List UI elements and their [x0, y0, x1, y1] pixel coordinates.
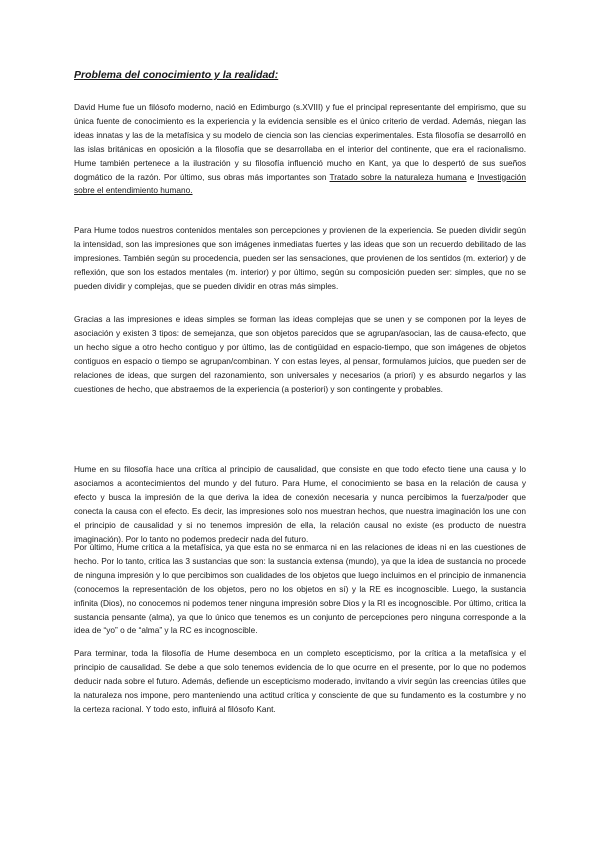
- paragraph-metafisica: Por último, Hume critica a la metafísica, ya que esta no se enmarca ni en las relaciones de ideas ni en las cuestiones de hecho. Por lo tanto, critica las 3 sustancias que son: la sustancia extensa (mundo), ya que la idea de sustancia no procede de ninguna impresión y lo que percibimos son cualidades de los objetos que luego incluimos en el principio de inmanencia (conocemos la representación de los objetos, pero no los objetos en sí) y la RE es incognoscible. Luego, la sustancia infinita (Dios), no conocemos ni podemos tener ninguna impresión sobre Dios y la RI es incognoscible. Por último, critica la sustancia pensante (alma), ya que lo único que tenemos es un conjunto de percepciones pero ninguna corresponde a la idea de “yo” o de “alma” y la RC es incognoscible.: [74, 542, 526, 636]
- paragraph-causalidad: Hume en su filosofía hace una crítica al principio de causalidad, que consiste en que todo efecto tiene una causa y lo asociamos a acontecimientos del mundo y del futuro. Para Hume, el conocimiento se basa en la relación de causa y efecto y busca la impresión de la que deriva la idea de conexión necesaria y nunca percibimos la fuerza/poder que conecta la causa con el efecto. Es decir, las impresiones solo nos muestran hechos, que nuestra imaginación los une con el principio de causalidad y si no tenemos impresión de ella, la relación causal no existe (es producto de nuestra imaginación). Por lo tanto no podemos predecir nada del futuro.: [74, 464, 526, 544]
- work-title-tratado: Tratado sobre la naturaleza humana: [329, 171, 467, 182]
- paragraph-hume-intro: [74, 101, 526, 198]
- document-title: Problema del conocimiento y la realidad:: [74, 69, 279, 81]
- work-title-investigacion: Investigación sobre el entendimiento humano.: [74, 171, 526, 196]
- paragraph-percepciones: Para Hume todos nuestros contenidos mentales son percepciones y provienen de la experiencia. Se pueden dividir según la intensidad, son las impresiones que son imágenes inmediatas fuertes y las ideas que son un recuerdo debilitado de las impresiones. También según su procedencia, pueden ser las sensaciones, que provienen de los sentidos (m. exterior) y de reflexión, que son los estados mentales (m. interior) y por último, según su composición pueden ser: simples, que no se pueden dividir y complejas, que se pueden dividir en otras más simples.: [74, 225, 526, 291]
- paragraph-leyes-asociacion: Gracias a las impresiones e ideas simples se forman las ideas complejas que se unen y se componen por la leyes de asociación y existen 3 tipos: de semejanza, que son objetos parecidos que se agrupan/asocian, las de causa-efecto, que un hecho sigue a otro hecho contiguo y por último, las de contigüidad en espacio-tiempo, que son imágenes de objetos contiguos en espacio o tiempo se agrupan/combinan. Y con estas leyes, al pensar, formulamos juicios, que pueden ser de relaciones de ideas, que surgen del razonamiento, son universales y necesarios (a priori) y es absurdo negarlos y las cuestiones de hecho, que abstraemos de la experiencia (a posteriori) y son contingente y probables.: [74, 314, 526, 394]
- paragraph-text: David Hume fue un filósofo moderno, nació en Edimburgo (s.XVIII) y fue el principal representante del empirismo, que su única fuente de conocimiento es la experiencia y la evidencia sensible es el único criterio de verdad. Además, niegan las ideas innatas y las de la metafísica y su modelo de ciencia son las ciencias experimentales. Esta filosofía se desarrolló en las islas británicas en oposición a la filosofía que se desarrollaba en el interior del continente, que era el racionalismo. Hume también pertenece a la ilustración y su filosofía influenció mucho en Kant, ya que lo despertó de sus sueños dogmático de la razón. Por último, sus obras más importantes son: [74, 102, 526, 182]
- connector-text: e: [466, 171, 478, 182]
- paragraph-escepticismo: Para terminar, toda la filosofía de Hume desemboca en un completo escepticismo, por la crítica a la metafísica y el principio de causalidad. Se debe a que solo tenemos evidencia de lo que ocurre en el presente, por lo que no podemos deducir nada sobre el futuro. Además, defiende un escepticismo moderado, invitando a vivir según las creencias útiles que la naturaleza nos impone, pero manteniendo una actitud crítica y consciente de que su fundamento es la costumbre y no la certeza racional. Y todo esto, influirá al filósofo Kant.: [74, 648, 526, 714]
